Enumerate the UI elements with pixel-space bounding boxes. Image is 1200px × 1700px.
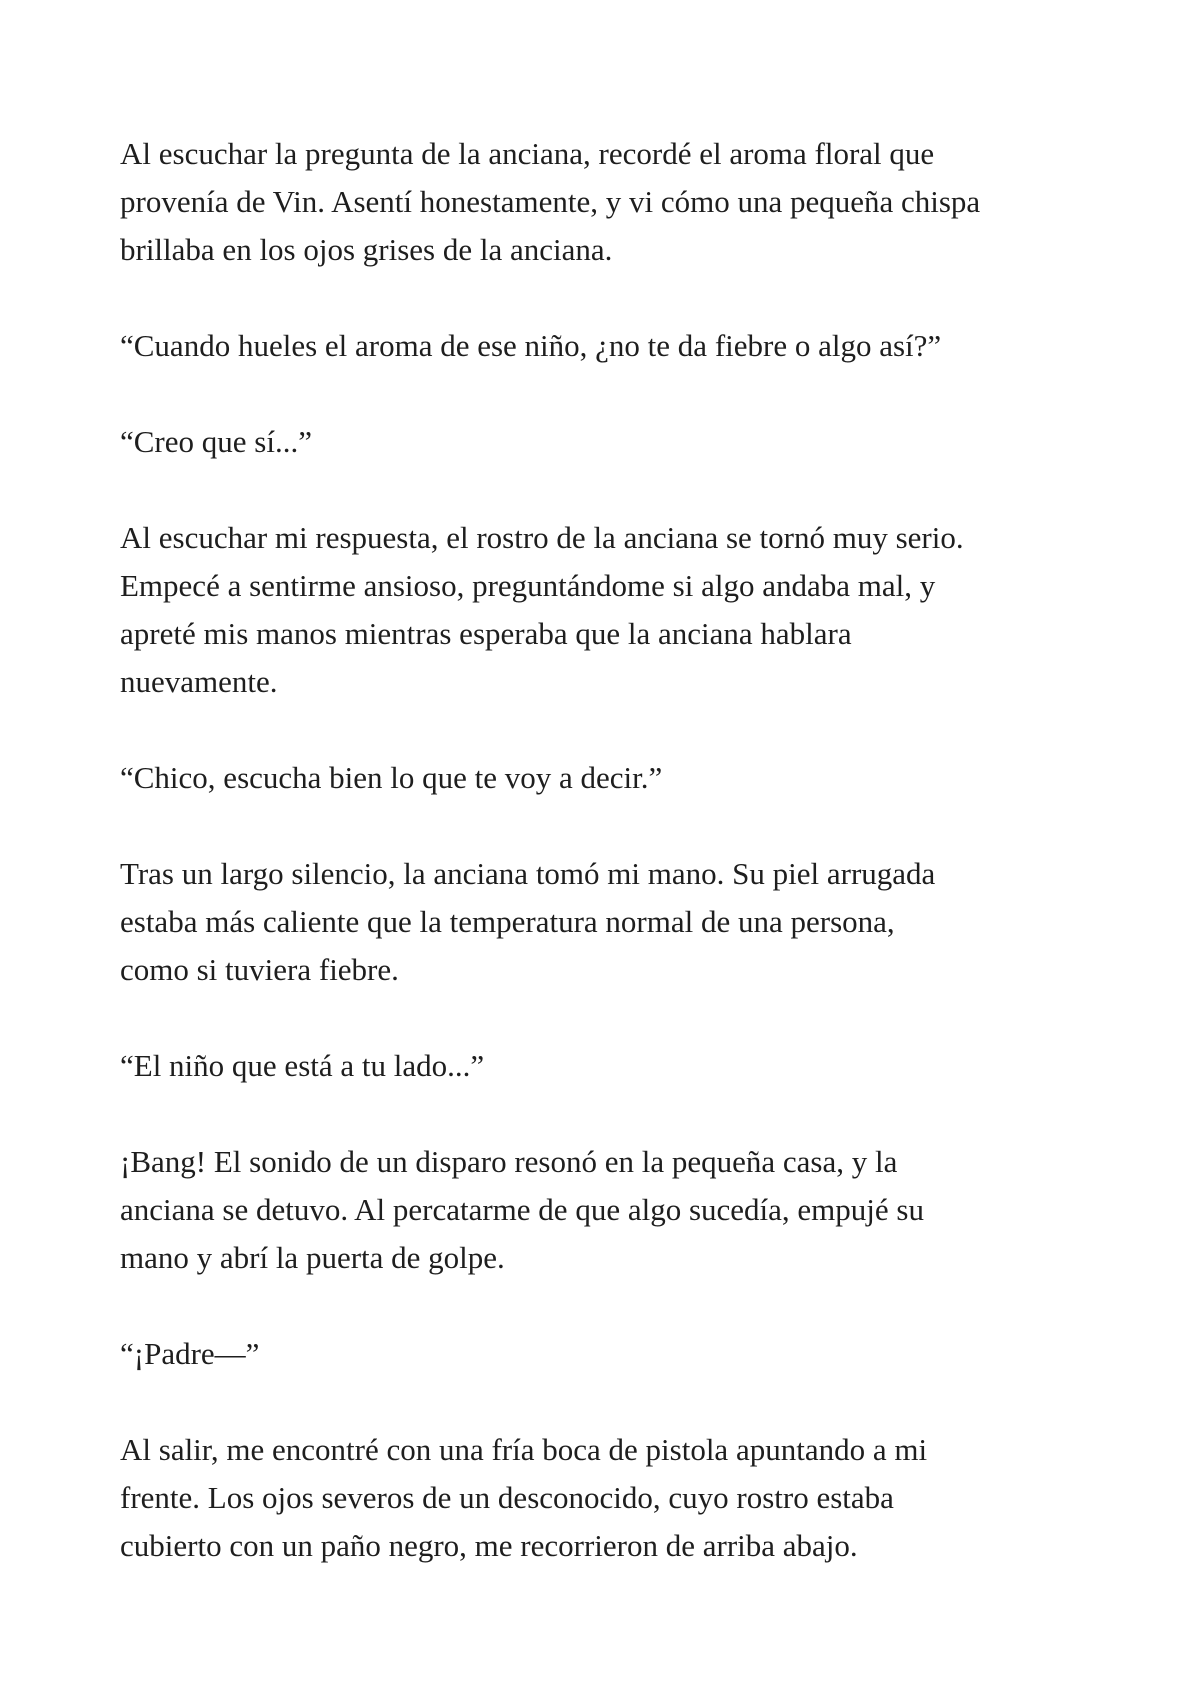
- paragraph-2: “Cuando hueles el aroma de ese niño, ¿no te da fiebre o algo así?”: [120, 328, 942, 363]
- paragraph-1: Al escuchar la pregunta de la anciana, recordé el aroma floral que provenía de Vin. Asentí honestamente, y vi cómo una pequeña chispa brillaba en los ojos grises de la anciana.: [120, 136, 981, 267]
- paragraph-9: “¡Padre—”: [120, 1336, 260, 1371]
- paragraph-6: Tras un largo silencio, la anciana tomó mi mano. Su piel arrugada estaba más caliente que la temperatura normal de una persona, como si tuviera fiebre.: [120, 856, 936, 987]
- paragraph-4: Al escuchar mi respuesta, el rostro de la anciana se tornó muy serio. Empecé a sentirme ansioso, preguntándome si algo andaba mal, y apreté mis manos mientras esperaba que la anciana hablara nuevamente.: [120, 520, 964, 699]
- paragraph-3: “Creo que sí...”: [120, 424, 312, 459]
- paragraph-10: Al salir, me encontré con una fría boca de pistola apuntando a mi frente. Los ojos severos de un desconocido, cuyo rostro estaba cubierto con un paño negro, me recorrieron de arriba abajo.: [120, 1432, 928, 1563]
- paragraph-5: “Chico, escucha bien lo que te voy a decir.”: [120, 760, 663, 795]
- paragraph-7: “El niño que está a tu lado...”: [120, 1048, 485, 1083]
- paragraph-8: ¡Bang! El sonido de un disparo resonó en la pequeña casa, y la anciana se detuvo. Al percatarme de que algo sucedía, empujé su mano y abrí la puerta de golpe.: [120, 1144, 924, 1275]
